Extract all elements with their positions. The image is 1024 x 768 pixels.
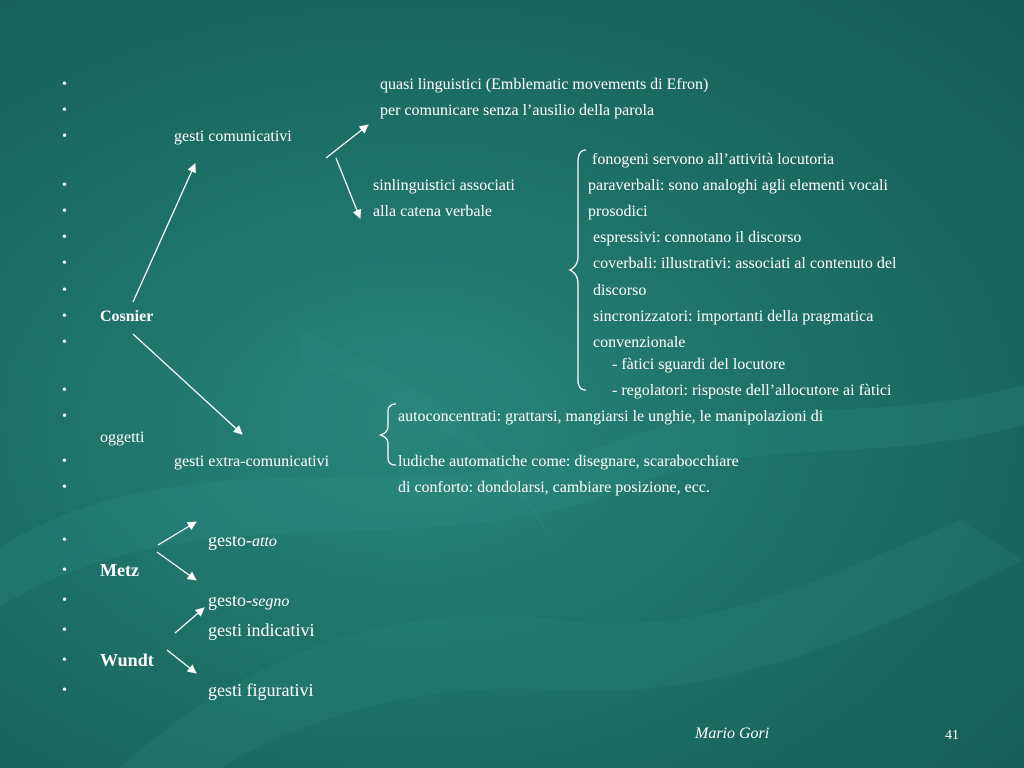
text-metz: Metz: [100, 560, 139, 580]
text-fonogeni: fonogeni servono all’attività locutoria: [592, 151, 835, 168]
bullet: •: [62, 256, 67, 271]
text-quasi-linguistici: quasi linguistici (Emblematic movements di Efron): [380, 76, 709, 93]
arrow-metz-to-gesto-atto: [158, 522, 196, 545]
text-prosodici: prosodici: [588, 203, 648, 220]
text-gesti-figurativi: gesti figurativi: [208, 680, 314, 700]
bullet: •: [62, 683, 67, 698]
bullet: •: [62, 335, 67, 350]
arrow-wundt-to-gesti-figurativi: [167, 650, 196, 673]
bullet: •: [62, 178, 67, 193]
text-ludiche: ludiche automatiche come: disegnare, scarabocchiare: [398, 453, 739, 470]
text-sinlinguistici: sinlinguistici associati: [373, 177, 515, 194]
text-wundt: Wundt: [100, 650, 154, 670]
text-gesti-comunicativi: gesti comunicativi: [174, 128, 292, 145]
text-gesto-atto: gesto-atto: [208, 530, 277, 550]
text-oggetti: oggetti: [100, 429, 145, 446]
arrow-cosnier-to-extra-comunicativi: [133, 334, 242, 434]
text-conforto: di conforto: dondolarsi, cambiare posizione, ecc.: [398, 479, 710, 496]
bullet: •: [62, 383, 67, 398]
text-alla-catena-verbale: alla catena verbale: [373, 203, 493, 220]
arrow-metz-to-gesto-segno: [157, 552, 196, 580]
text-gesto-segno: gesto-segno: [208, 590, 290, 610]
text-espressivi: espressivi: connotano il discorso: [593, 229, 802, 246]
text-regolatori: - regolatori: risposte dell’allocutore ai fàtici: [612, 382, 892, 399]
footer-author: Mario Gori: [695, 725, 770, 742]
brace-small: [380, 404, 396, 465]
bullet: •: [62, 480, 67, 495]
arrow-gesti-to-quasi: [326, 125, 368, 158]
text-discorso: discorso: [593, 282, 647, 299]
bullet: •: [62, 283, 67, 298]
text-coverbali: coverbali: illustrativi: associati al contenuto del: [593, 255, 897, 272]
text-fatici: - fàtici sguardi del locutore: [612, 356, 786, 373]
bullet: •: [62, 129, 67, 144]
bullet: •: [62, 563, 67, 578]
text-cosnier: Cosnier: [100, 308, 154, 325]
bullet: •: [62, 77, 67, 92]
text-per-comunicare: per comunicare senza l’ausilio della parola: [380, 102, 655, 119]
text-paraverbali: paraverbali: sono analoghi agli elementi vocali: [588, 177, 888, 194]
arrow-wundt-to-gesti-indicativi: [175, 608, 204, 633]
bullet: •: [62, 103, 67, 118]
text-autoconcentrati: autoconcentrati: grattarsi, mangiarsi le unghie, le manipolazioni di: [398, 408, 824, 425]
brace-large: [570, 150, 586, 390]
bullet: •: [62, 533, 67, 548]
bullet: •: [62, 204, 67, 219]
text-gesti-extra-comunicativi: gesti extra-comunicativi: [174, 453, 330, 470]
bullet: •: [62, 230, 67, 245]
bullet: •: [62, 309, 67, 324]
bullet: •: [62, 454, 67, 469]
arrow-gesti-to-sinlinguistici: [336, 158, 360, 218]
bullet: •: [62, 409, 67, 424]
text-convenzionale: convenzionale: [593, 334, 686, 351]
arrow-cosnier-to-gesti-comunicativi: [133, 164, 195, 302]
bullet: •: [62, 653, 67, 668]
bullet: •: [62, 593, 67, 608]
page-number: 41: [945, 728, 959, 743]
text-sincronizzatori: sincronizzatori: importanti della pragmatica: [593, 308, 874, 325]
text-gesti-indicativi: gesti indicativi: [208, 620, 315, 640]
bullet: •: [62, 623, 67, 638]
